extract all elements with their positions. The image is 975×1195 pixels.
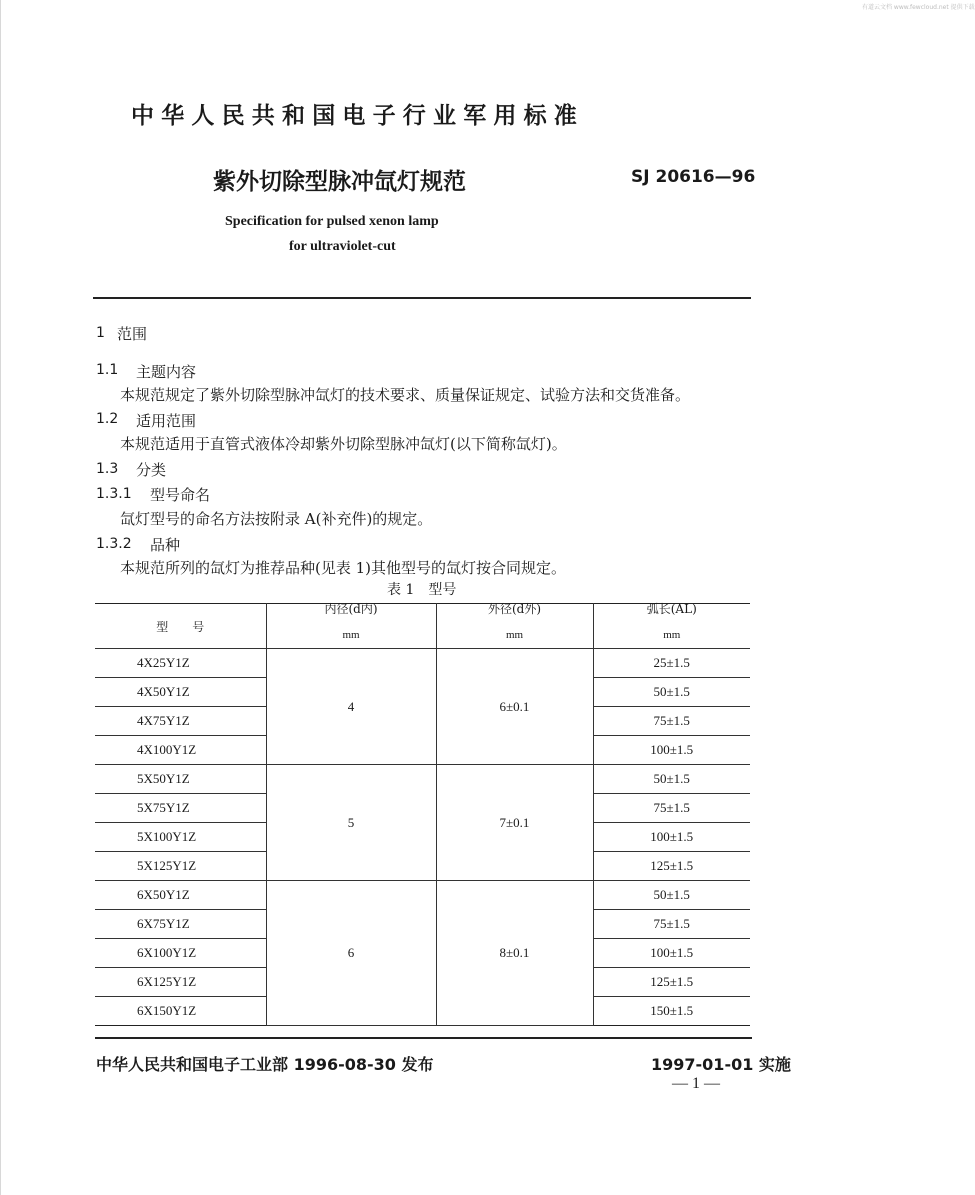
table-header-row	[95, 604, 750, 649]
model-cell: 5X100Y1Z	[95, 823, 266, 852]
watermark: 有道云文档 www.fewcloud.net 提供下载	[862, 4, 975, 11]
english-title-line-2: for ultraviolet-cut	[289, 239, 396, 254]
section-1-3-1-text: 氙灯型号的命名方法按附录 A(补充件)的规定。	[120, 510, 433, 528]
title-divider	[93, 297, 751, 299]
arc-length-cell: 125±1.5	[593, 968, 750, 997]
section-1-2-number: 1.2	[96, 411, 119, 427]
issue-statement: 中华人民共和国电子工业部 1996-08-30 发布	[96, 1055, 434, 1074]
model-cell: 5X50Y1Z	[95, 765, 266, 794]
lamp-model-table	[95, 603, 750, 1026]
section-1-3-number: 1.3	[96, 461, 119, 477]
header-outer-diameter	[436, 604, 593, 649]
arc-length-cell: 25±1.5	[593, 649, 750, 678]
arc-length-cell: 75±1.5	[593, 707, 750, 736]
model-cell: 5X125Y1Z	[95, 852, 266, 881]
header-outer-label: 外径(d外)	[487, 602, 542, 616]
model-cell: 4X25Y1Z	[95, 649, 266, 678]
section-1-3-title: 分类	[136, 461, 167, 479]
arc-length-cell: 100±1.5	[593, 939, 750, 968]
document-title: 紫外切除型脉冲氙灯规范	[213, 169, 466, 195]
section-1-1-text: 本规范规定了紫外切除型脉冲氙灯的技术要求、质量保证规定、试验方法和交货准备。	[120, 386, 691, 404]
header-inner-label: 内径(d内)	[324, 602, 378, 616]
section-1-3-2-number: 1.3.2	[96, 536, 132, 552]
arc-length-cell: 75±1.5	[593, 794, 750, 823]
arc-length-cell: 50±1.5	[593, 678, 750, 707]
section-1-3-1-title: 型号命名	[150, 486, 211, 504]
header-inner-unit: mm	[342, 629, 360, 641]
header-arc-length	[593, 604, 750, 649]
table-row	[95, 881, 750, 910]
section-1-3-2-text: 本规范所列的氙灯为推荐品种(见表 1)其他型号的氙灯按合同规定。	[120, 559, 567, 577]
arc-length-cell: 75±1.5	[593, 910, 750, 939]
effective-date: 1997-01-01 实施	[651, 1055, 791, 1074]
model-cell: 6X50Y1Z	[95, 881, 266, 910]
header-inner-diameter	[266, 604, 436, 649]
table-caption: 表 1 型号	[387, 582, 457, 598]
section-1-title: 范围	[117, 325, 148, 343]
section-1-number: 1	[96, 325, 105, 341]
header-arc-label: 弧长(AL)	[646, 602, 697, 616]
outer-diameter-cell: 8±0.1	[436, 881, 593, 1026]
section-1-3-1-number: 1.3.1	[96, 486, 132, 502]
header-outer-unit: mm	[505, 629, 524, 641]
model-cell: 6X75Y1Z	[95, 910, 266, 939]
standard-header: 中华人民共和国电子行业军用标准	[131, 103, 584, 129]
model-cell: 6X100Y1Z	[95, 939, 266, 968]
model-cell: 6X150Y1Z	[137, 1003, 197, 1018]
model-cell: 4X50Y1Z	[95, 678, 266, 707]
section-1-3-2-title: 品种	[150, 536, 181, 554]
model-cell: 4X100Y1Z	[95, 736, 266, 765]
inner-diameter-cell: 6	[266, 881, 436, 1026]
section-1-2-text: 本规范适用于直管式液体冷却紫外切除型脉冲氙灯(以下简称氙灯)。	[120, 435, 567, 453]
inner-diameter-cell: 5	[266, 765, 436, 881]
section-1-1-title: 主题内容	[136, 363, 197, 381]
table-row	[95, 649, 750, 678]
header-arc-unit: mm	[663, 629, 681, 641]
footer-divider	[95, 1037, 752, 1039]
outer-diameter-cell: 6±0.1	[436, 649, 593, 765]
model-cell: 6X125Y1Z	[95, 968, 266, 997]
header-model: 型 号	[95, 604, 266, 649]
model-cell: 5X75Y1Z	[95, 794, 266, 823]
section-1-2-title: 适用范围	[136, 412, 197, 430]
inner-diameter-cell: 4	[266, 649, 436, 765]
arc-length-cell: 100±1.5	[593, 736, 750, 765]
section-1-1-number: 1.1	[96, 362, 119, 378]
arc-length-cell: 125±1.5	[593, 852, 750, 881]
standard-code: SJ 20616—96	[631, 167, 756, 187]
arc-length-cell: 150±1.5	[593, 997, 750, 1026]
arc-length-cell: 50±1.5	[593, 881, 750, 910]
model-cell: 4X75Y1Z	[95, 707, 266, 736]
arc-length-cell: 100±1.5	[593, 823, 750, 852]
english-title-line-1: Specification for pulsed xenon lamp	[225, 214, 439, 229]
table-row	[95, 765, 750, 794]
page-number: — 1 —	[672, 1075, 720, 1092]
outer-diameter-cell: 7±0.1	[436, 765, 593, 881]
arc-length-cell: 50±1.5	[593, 765, 750, 794]
